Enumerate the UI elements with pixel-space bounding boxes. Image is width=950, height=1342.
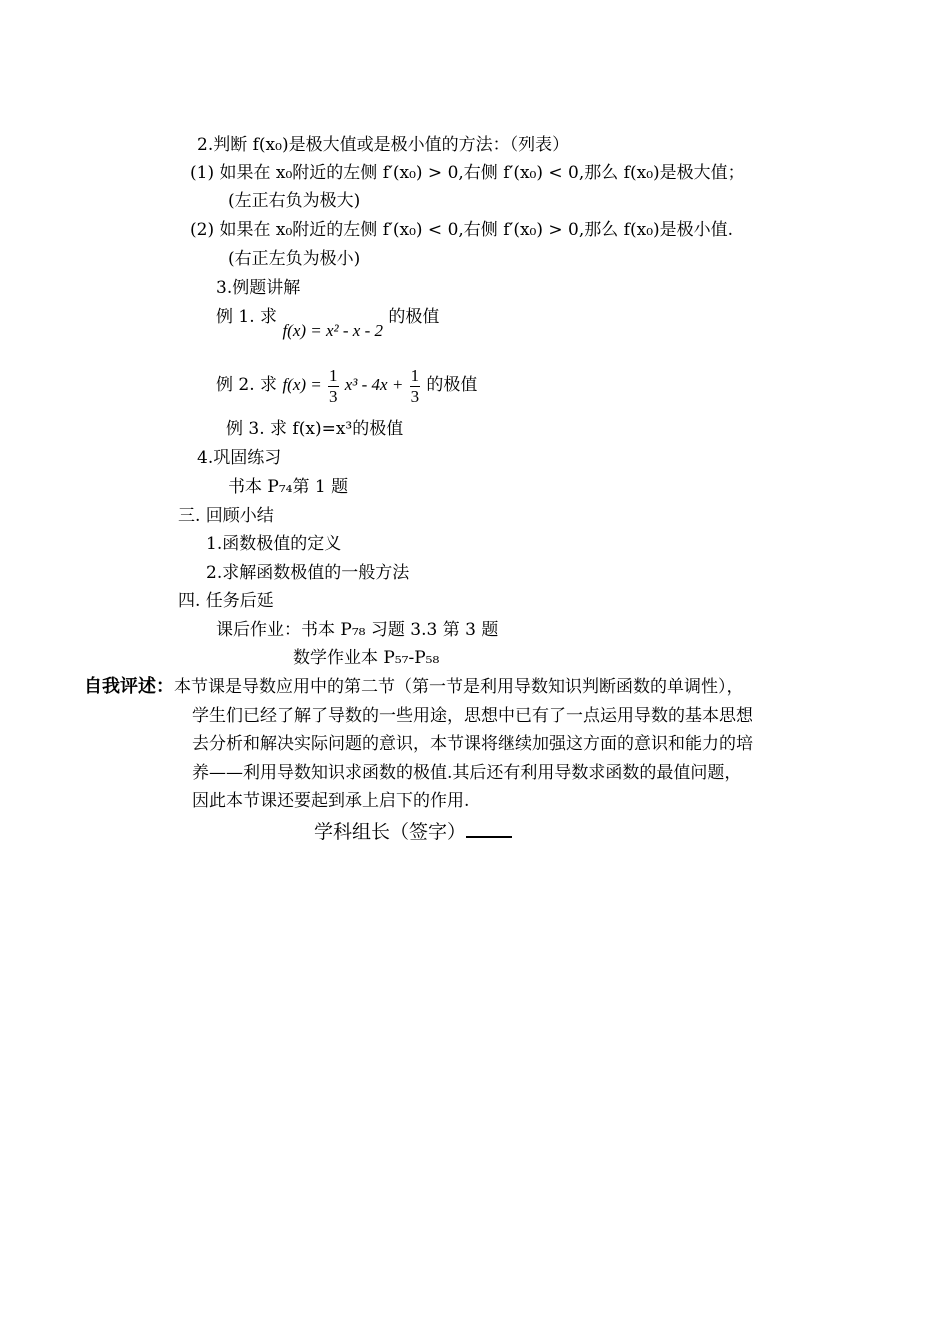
signature-blank[interactable]: [466, 818, 512, 838]
examples-title: 3.例题讲解: [216, 278, 301, 298]
self-review-line-5: 因此本节课还要起到承上启下的作用.: [192, 791, 470, 811]
example-1-suffix: 的极值: [388, 307, 440, 327]
case-1-note: (左正右负为极大): [228, 191, 361, 211]
self-review-label: 自我评述：: [84, 676, 174, 697]
self-review-line-1: 本节课是导数应用中的第二节（第一节是利用导数知识判断函数的单调性），: [174, 677, 744, 697]
example-1-formula: f(x) = x² - x - 2: [282, 321, 384, 340]
review-title: 三. 回顾小结: [178, 506, 274, 526]
case-2-note: (右正左负为极小): [228, 249, 361, 269]
homework-line-2: 数学作业本 P₅₇-P₅₈: [293, 648, 440, 668]
case-1-text: (1) 如果在 x₀附近的左侧 f′(x₀) > 0,右侧 f′(x₀) < 0,那么 f(x₀)是极大值；: [190, 163, 745, 183]
example-2-formula-mid: x³ - 4x +: [344, 375, 404, 394]
review-item-2: 2.求解函数极值的一般方法: [206, 563, 410, 583]
example-2: [216, 362, 477, 408]
case-2-text: (2) 如果在 x₀附近的左侧 f′(x₀) < 0,右侧 f′(x₀) > 0,那么 f(x₀)是极小值.: [190, 220, 734, 240]
example-1-prefix: 例 1. 求: [216, 307, 278, 327]
example-2-prefix: 例 2. 求: [216, 375, 278, 395]
example-1: [216, 306, 440, 340]
method-title: 2.判断 f(x₀)是极大值或是极小值的方法：（列表）: [197, 135, 570, 155]
self-review-line-3: 去分析和解决实际问题的意识，本节课将继续加强这方面的意识和能力的培: [192, 734, 753, 754]
example-3: 例 3. 求 f(x)=x³的极值: [226, 419, 404, 439]
task-title: 四. 任务后延: [178, 591, 274, 611]
fraction-one-third-b: $\frac{1}{3}$: [410, 365, 420, 406]
self-review-line-2: 学生们已经了解了导数的一些用途，思想中已有了一点运用导数的基本思想: [192, 706, 753, 726]
example-2-suffix: 的极值: [426, 375, 478, 395]
signature-line: [314, 818, 512, 843]
review-item-1: 1.函数极值的定义: [206, 534, 342, 554]
practice-title: 4.巩固练习: [197, 448, 282, 468]
signature-label: 学科组长（签字）: [314, 821, 467, 843]
practice-item: 书本 P₇₄第 1 题: [228, 477, 349, 497]
homework-line-1: 课后作业：书本 P₇₈ 习题 3.3 第 3 题: [216, 620, 499, 640]
fraction-one-third-a: $\frac{1}{3}$: [329, 365, 338, 406]
example-2-formula: [282, 365, 426, 406]
example-2-formula-lead: f(x) =: [282, 375, 322, 394]
self-review-line-4: 养——利用导数知识求函数的极值.其后还有利用导数求函数的最值问题，: [192, 763, 742, 783]
